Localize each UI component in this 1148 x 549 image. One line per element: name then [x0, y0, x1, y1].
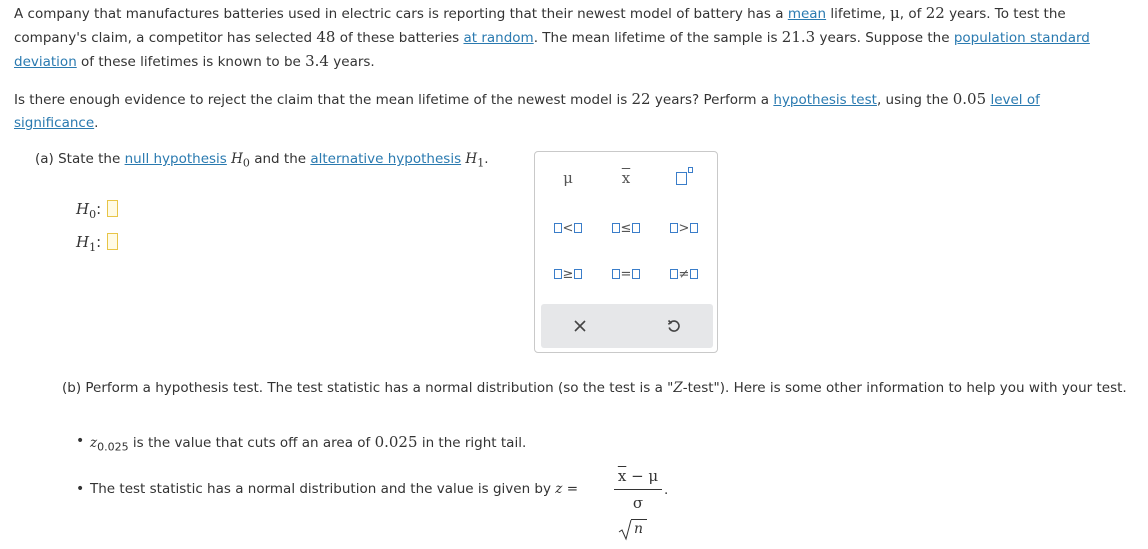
part-a-prompt	[35, 151, 488, 170]
text: of these batteries	[335, 30, 464, 46]
number: 48	[316, 28, 336, 46]
z-symbol: Z	[673, 380, 683, 396]
formula-period: .	[664, 482, 669, 498]
link-alternative-hypothesis[interactable]: alternative hypothesis	[310, 151, 462, 167]
text: -test"). Here is some other information to help you with your test.	[682, 380, 1127, 396]
text: , using the	[876, 92, 953, 108]
question-statement	[14, 88, 1124, 135]
text: .	[484, 151, 489, 167]
greater-equal-button[interactable]: ≥	[545, 262, 591, 286]
text: and the	[249, 151, 311, 167]
z-symbol: z	[555, 481, 563, 497]
link-at-random[interactable]: at random	[463, 30, 534, 46]
text: . The mean lifetime of the sample is	[533, 30, 782, 46]
number: 21.3	[781, 28, 816, 46]
fraction-numerator: $\overline{x} - \mu$	[617, 467, 659, 485]
equals-button[interactable]: =	[603, 262, 649, 286]
h1-symbol: $H_1$	[465, 151, 485, 170]
palette-footer	[541, 304, 713, 348]
text: =	[562, 481, 579, 497]
superscript-icon[interactable]	[661, 166, 707, 190]
less-than-button[interactable]: <	[545, 216, 591, 240]
undo-icon[interactable]	[659, 314, 689, 338]
text: A company that manufactures batteries used in electric cars is reporting that their newest model of battery has a	[14, 6, 788, 22]
text: .	[94, 115, 99, 131]
h0-symbol: $H_0$	[231, 151, 250, 170]
number: 22	[631, 90, 651, 108]
h1-row	[76, 233, 118, 254]
text: lifetime,	[826, 6, 891, 22]
not-equal-button[interactable]: ≠	[661, 262, 707, 286]
less-equal-button[interactable]: ≤	[603, 216, 649, 240]
fraction-bar	[614, 489, 662, 490]
h1-label: $H_1$	[76, 233, 97, 254]
text: years. To test the company's claim, a competitor has selected	[14, 6, 1066, 46]
symbol-palette	[534, 151, 718, 353]
h0-label: $H_0$	[76, 200, 97, 221]
link-mean[interactable]: mean	[787, 6, 827, 22]
fraction-sigma: σ	[632, 494, 644, 512]
test-statistic-formula: $\overline{x} - \mu$ σ n	[612, 463, 662, 543]
number: 3.4	[305, 52, 329, 70]
text: , of	[899, 6, 926, 22]
bullet-critical-value: • $z_{0.025}$ is the value that cuts off an area of 0.025 in the right tail.	[76, 433, 527, 454]
text: in the right tail.	[417, 435, 527, 451]
part-b-prompt	[62, 378, 1132, 399]
problem-statement	[14, 2, 1136, 74]
text: is the value that cuts off an area of	[128, 435, 375, 451]
link-population-standard-deviation[interactable]: population standard deviation	[14, 30, 1090, 70]
text: years. Suppose the	[815, 30, 954, 46]
text: of these lifetimes is known to be	[76, 54, 306, 70]
text: (b) Perform a hypothesis test. The test statistic has a normal distribution (so the test is a "	[62, 380, 674, 396]
link-hypothesis-test[interactable]: hypothesis test	[773, 92, 877, 108]
colon: :	[96, 233, 102, 251]
xbar-button[interactable]: $\overline{x}$	[621, 169, 631, 187]
link-level-of-significance[interactable]: level of significance	[14, 92, 1040, 131]
bullet-test-statistic: • The test statistic has a normal distribution and the value is given by z =	[76, 481, 579, 497]
text: The test statistic has a normal distribution and the value is given by	[90, 481, 556, 497]
close-icon[interactable]	[565, 314, 595, 338]
greater-than-button[interactable]: >	[661, 216, 707, 240]
h0-answer-input[interactable]	[107, 200, 118, 217]
mu-button[interactable]: μ	[563, 169, 573, 187]
text: (a) State the	[35, 151, 125, 167]
number: 0.05	[952, 90, 987, 108]
h1-answer-input[interactable]	[107, 233, 118, 250]
text: Is there enough evidence to reject the claim that the mean lifetime of the newest model is	[14, 92, 632, 108]
number: 0.025	[374, 433, 418, 451]
h0-row	[76, 200, 118, 221]
number: 22	[925, 4, 945, 22]
text: years? Perform a	[650, 92, 774, 108]
mu-symbol: μ	[890, 4, 900, 22]
link-null-hypothesis[interactable]: null hypothesis	[124, 151, 227, 167]
text: years.	[328, 54, 375, 70]
colon: :	[96, 200, 102, 218]
